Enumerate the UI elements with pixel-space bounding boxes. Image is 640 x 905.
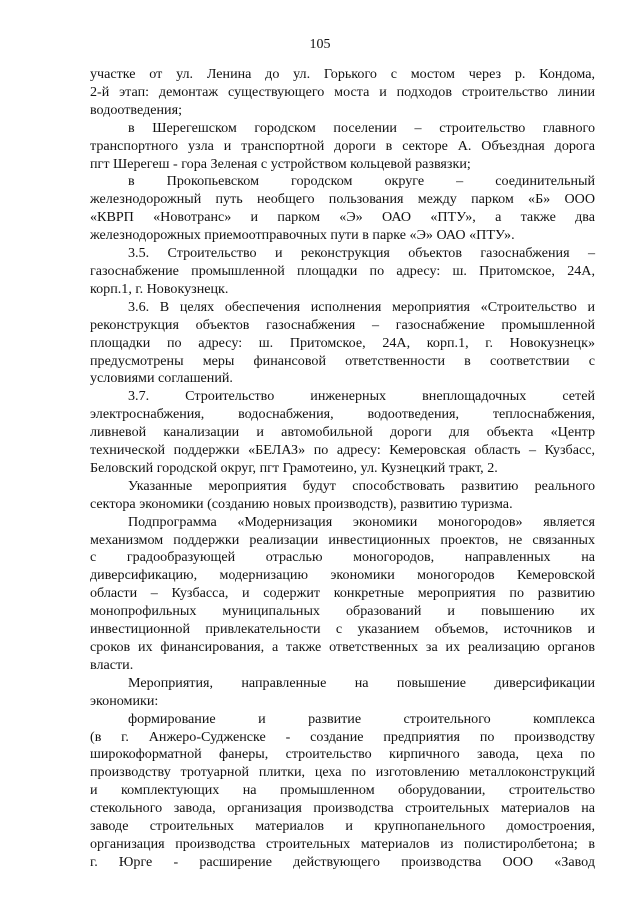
text-line: Беловский городской округ, пгт Грамотеино, ул. Кузнецкий тракт, 2. xyxy=(90,459,498,476)
text-line: инвестиционной привлекательности с указанием объемов, источников и xyxy=(90,621,595,638)
text-line: г. Юрге - расширение действующего производства ООО «Завод xyxy=(90,853,595,870)
text-line: монопрофильных муниципальных образований и повышению их xyxy=(90,603,595,620)
text-line: Подпрограмма «Модернизация экономики моногородов» является xyxy=(128,513,595,530)
text-line: железнодорожных приемоотправочных пути в парке «Э» ОАО «ПТУ». xyxy=(90,227,515,244)
text-line: области – Кузбасса, и содержит конкретные мероприятия по развитию xyxy=(90,585,595,602)
paragraph xyxy=(90,388,595,478)
text-line: формирование и развитие строительного комплекса xyxy=(128,710,595,727)
text-line: механизмом поддержки реализации инвестиционных проектов, не связанных xyxy=(90,531,595,548)
text-line: заводе строительных материалов и крупнопанельного домостроения, xyxy=(90,818,595,835)
text-line: реконструкция объектов газоснабжения – газоснабжение промышленной xyxy=(90,316,595,333)
text-line: сроков их финансирования, а также ответственных за их реализацию органов xyxy=(90,639,595,655)
text-line: транспортного узла и транспортной дороги в секторе А. Объездная дорога xyxy=(90,137,595,154)
paragraph xyxy=(90,299,595,389)
text-line: Мероприятия, направленные на повышение диверсификации xyxy=(128,674,595,691)
text-line: организация производства строительных материалов из полистиролбетона; в xyxy=(90,835,595,852)
text-line: ливневой канализации и автомобильной дороги для объекта «Центр xyxy=(90,424,595,441)
text-line: (в г. Анжеро-Судженске - создание предприятия по производству xyxy=(90,728,595,745)
text-line: диверсификацию, модернизацию экономики моногородов Кемеровской xyxy=(90,567,595,584)
text-line: и комплектующих на промышленном оборудовании, строительство xyxy=(90,782,595,799)
text-line: Указанные мероприятия будут способствовать развитию реального xyxy=(128,477,595,494)
text-line: с градообразующей отраслью моногородов, направленных на xyxy=(90,549,595,566)
text-line: экономики: xyxy=(90,692,159,709)
text-line: стекольного завода, организация производства строительных материалов на xyxy=(90,800,595,817)
paragraph xyxy=(90,711,595,872)
paragraph xyxy=(90,675,595,711)
text-line: электроснабжения, водоснабжения, водоотведения, теплоснабжения, xyxy=(90,406,595,423)
paragraph xyxy=(90,514,595,675)
text-line: корп.1, г. Новокузнецк. xyxy=(90,280,229,297)
text-line: 3.5. Строительство и реконструкция объектов газоснабжения – xyxy=(128,245,595,262)
page-number: 105 xyxy=(309,37,331,52)
text-line: власти. xyxy=(90,656,134,673)
text-line: сектора экономики (созданию новых производств), развитию туризма. xyxy=(90,495,513,512)
text-line: водоотведения; xyxy=(90,101,182,118)
text-line: 2-й этап: демонтаж существующего моста и подходов строительство линии xyxy=(90,83,595,100)
text-line: в Шерегешском городском поселении – строительство главного xyxy=(128,119,595,136)
text-line: участке от ул. Ленина до ул. Горького с мостом через р. Кондома, xyxy=(90,66,595,82)
text-line: газоснабжение промышленной площадки по адресу: ш. Притомское, 24А, xyxy=(90,262,595,279)
body-text xyxy=(90,66,595,872)
text-line: железнодорожный путь необщего пользования между парком «Б» ООО xyxy=(90,191,595,208)
text-line: технической поддержки «БЕЛАЗ» по адресу: Кемеровская область – Кузбасс, xyxy=(90,442,595,459)
paragraph xyxy=(90,173,595,245)
text-line: предусмотрены меры финансовой ответственности в соответствии с xyxy=(90,352,595,369)
text-line: в Прокопьевском городском округе – соединительный xyxy=(128,173,595,190)
paragraph xyxy=(90,245,595,299)
text-line: условиями соглашений. xyxy=(90,370,233,387)
text-line: «КВРП «Новотранс» и парком «Э» ОАО «ПТУ», а также два xyxy=(90,209,595,226)
text-line: 3.6. В целях обеспечения исполнения мероприятия «Строительство и xyxy=(128,298,595,315)
text-line: широкоформатной фанеры, строительство кирпичного завода, цеха по xyxy=(90,746,595,763)
paragraph xyxy=(90,478,595,514)
text-line: 3.7. Строительство инженерных внеплощадочных сетей xyxy=(128,388,595,405)
text-line: производству тротуарной плитки, цеха по изготовлению металлоконструкций xyxy=(90,764,595,781)
text-line: пгт Шерегеш - гора Зеленая с устройством кольцевой развязки; xyxy=(90,155,471,172)
text-line: площадки по адресу: ш. Притомское, 24А, корп.1, г. Новокузнецк» xyxy=(90,334,595,351)
paragraph xyxy=(90,66,595,120)
paragraph xyxy=(90,120,595,174)
